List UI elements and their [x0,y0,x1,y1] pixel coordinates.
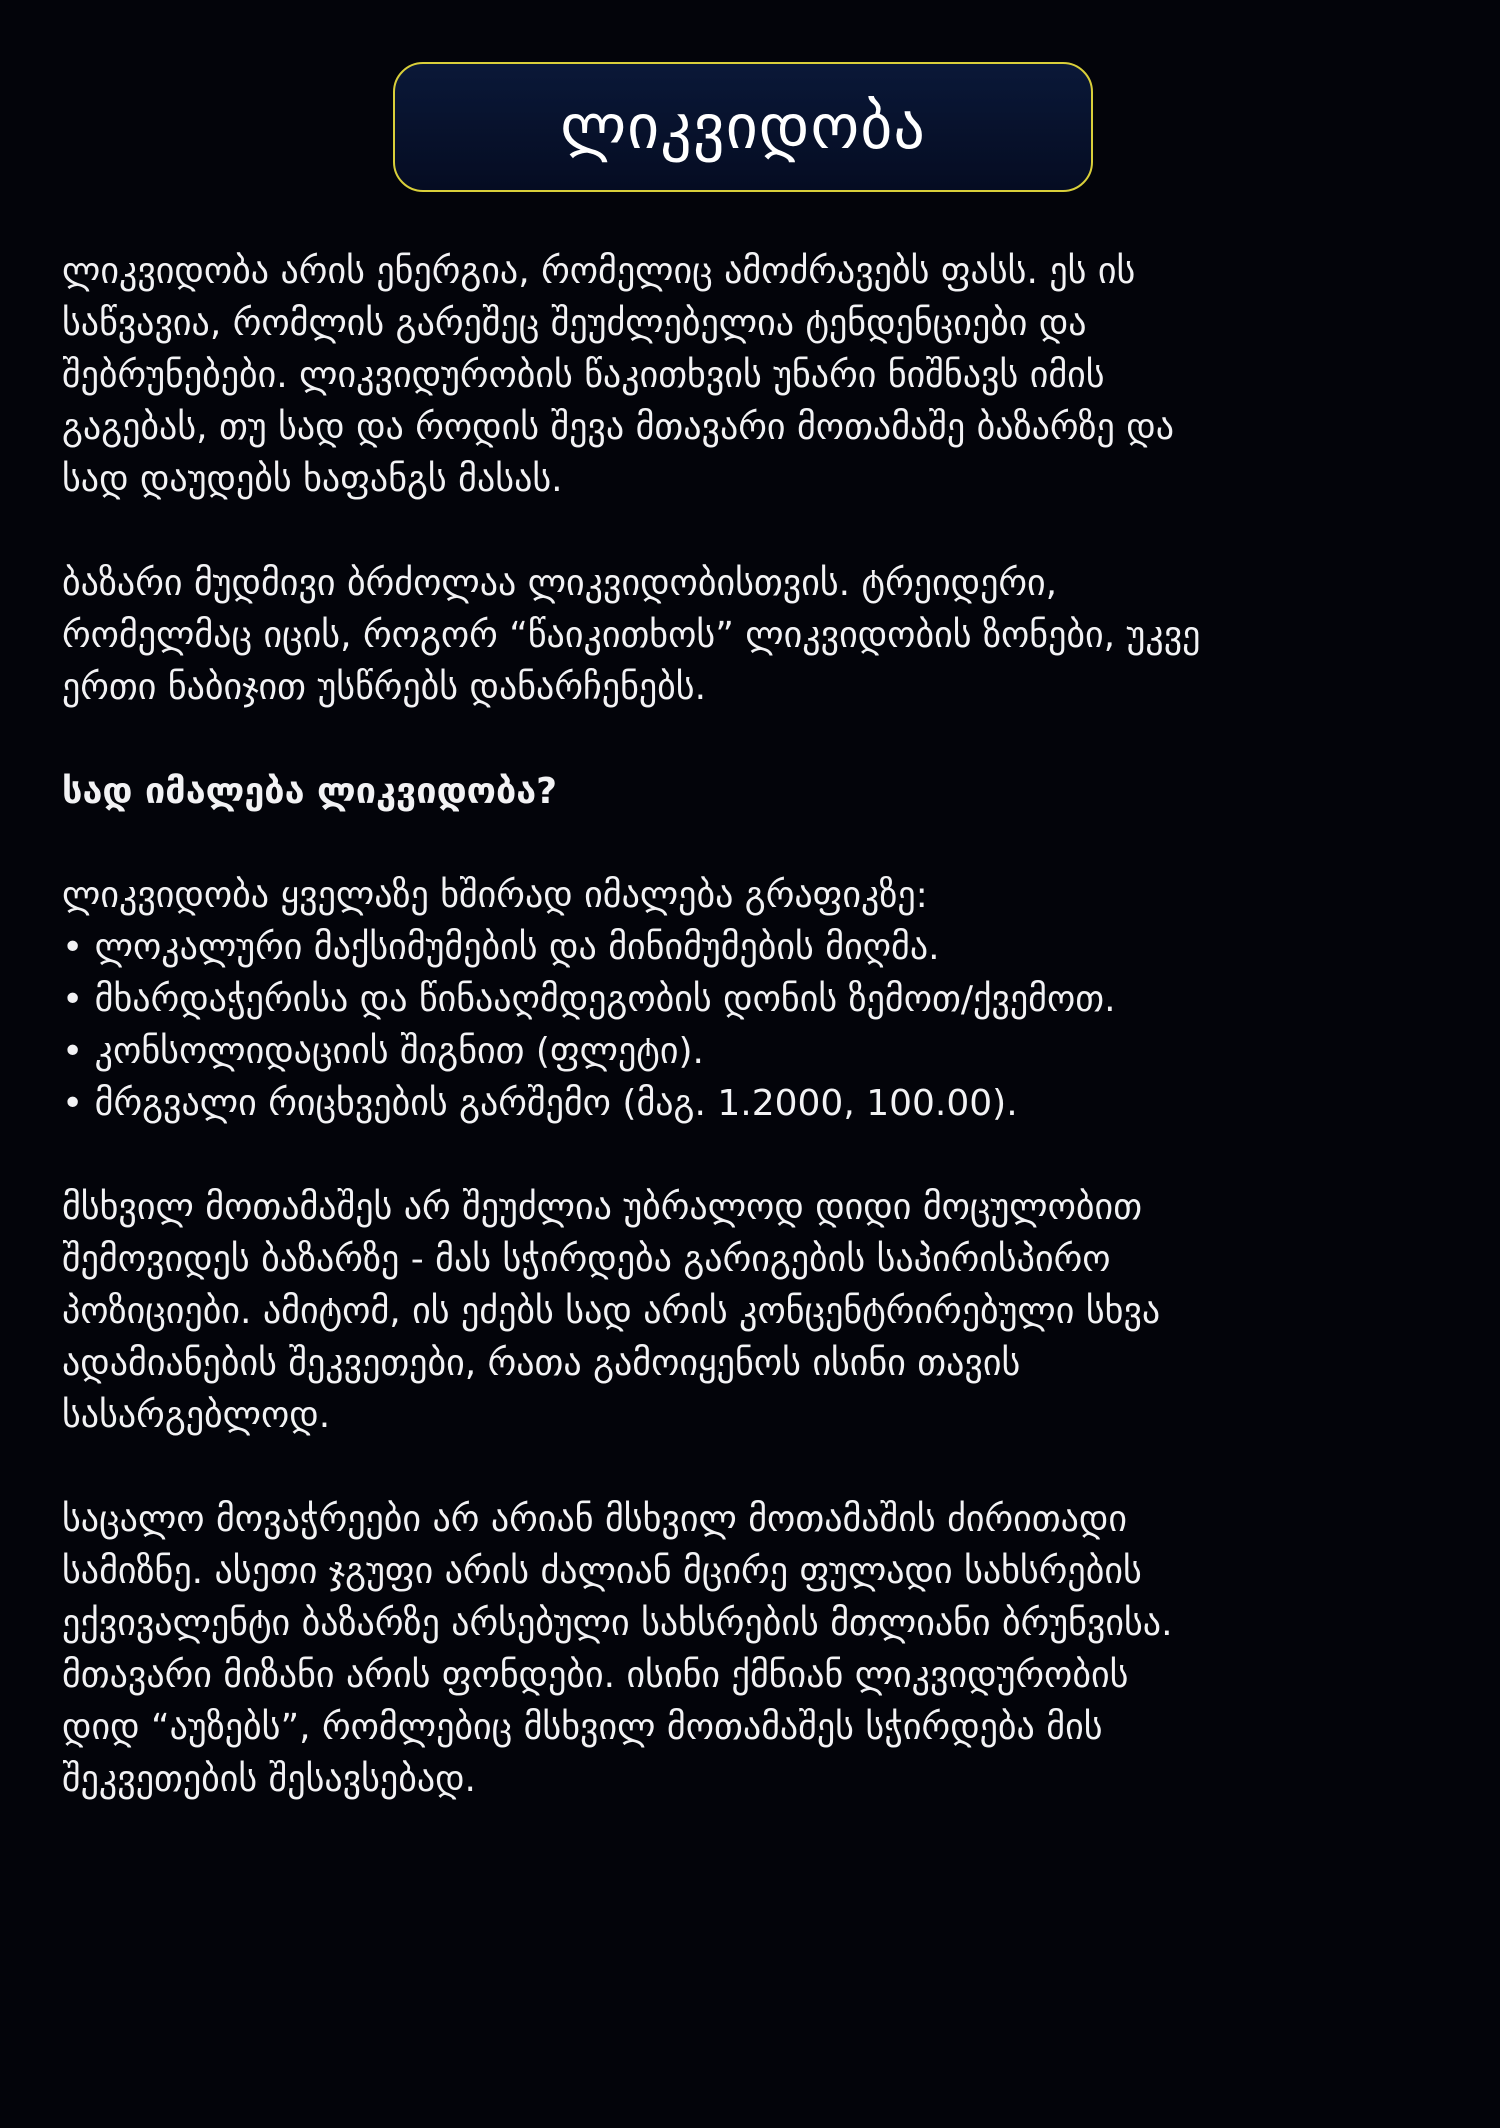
text-line: შემოვიდეს ბაზარზე - მას სჭირდება გარიგების საპირისპირო [62,1239,1111,1280]
text-line: სად დაუდებს ხაფანგს მასას. [62,459,563,500]
title-box [393,62,1093,192]
text-line: ლიკვიდობა არის ენერგია, რომელიც ამოძრავებს ფასს. ეს ის [62,251,1136,292]
list-item: • კონსოლიდაციის შიგნით (ფლეტი). [62,1031,704,1072]
text-line: ადამიანების შეკვეთები, რათა გამოიყენოს ისინი თავის [62,1343,1021,1384]
text-line: შებრუნებები. ლიკვიდურობის წაკითხვის უნარი ნიშნავს იმის [62,355,1105,396]
text-line: ექვივალენტი ბაზარზე არსებული სახსრების მთლიანი ბრუნვისა. [62,1603,1173,1644]
intro-paragraph [62,246,1452,506]
page-title: ლიკვიდობა [560,90,926,163]
section-heading [62,766,1452,818]
text-line: მთავარი მიზანი არის ფონდები. ისინი ქმნიან ლიკვიდურობის [62,1655,1129,1696]
heading-text: სად იმალება ლიკვიდობა? [62,771,558,812]
text-line: საცალო მოვაჭრეები არ არიან მსხვილ მოთამაშის ძირითადი [62,1499,1127,1540]
text-line: ბაზარი მუდმივი ბრძოლაა ლიკვიდობისთვის. ტრეიდერი, [62,563,1058,604]
text-line: მსხვილ მოთამაშეს არ შეუძლია უბრალოდ დიდი მოცულობით [62,1187,1143,1228]
text-line: რომელმაც იცის, როგორ “წაიკითხოს” ლიკვიდობის ზონები, უკვე [62,615,1201,656]
text-line: დიდ “აუზებს”, რომლებიც მსხვილ მოთამაშეს სჭირდება მის [62,1707,1103,1748]
text-line: პოზიციები. ამიტომ, ის ეძებს სად არის კონცენტრირებული სხვა [62,1291,1161,1332]
list-intro: ლიკვიდობა ყველაზე ხშირად იმალება გრაფიკზე: [62,875,928,916]
text-line: სამიზნე. ასეთი ჯგუფი არის ძალიან მცირე ფულადი სახსრების [62,1551,1142,1592]
text-line: ერთი ნაბიჯით უსწრებს დანარჩენებს. [62,667,707,708]
text-line: სასარგებლოდ. [62,1395,331,1436]
text-line: გაგებას, თუ სად და როდის შევა მთავარი მოთამაშე ბაზარზე და [62,407,1174,448]
text-line: საწვავია, რომლის გარეშეც შეუძლებელია ტენდენციები და [62,303,1087,344]
list-item: • ლოკალური მაქსიმუმების და მინიმუმების მიღმა. [62,927,940,968]
list-item: • მხარდაჭერისა და წინააღმდეგობის დონის ზემოთ/ქვემოთ. [62,979,1116,1020]
article-body [62,246,1452,1858]
hiding-places-list [62,870,1452,1130]
big-player-paragraph [62,1182,1452,1442]
retail-paragraph [62,1494,1452,1806]
battle-paragraph [62,558,1452,714]
list-item: • მრგვალი რიცხვების გარშემო (მაგ. 1.2000, 100.00). [62,1083,1018,1124]
text-line: შეკვეთების შესავსებად. [62,1759,476,1800]
